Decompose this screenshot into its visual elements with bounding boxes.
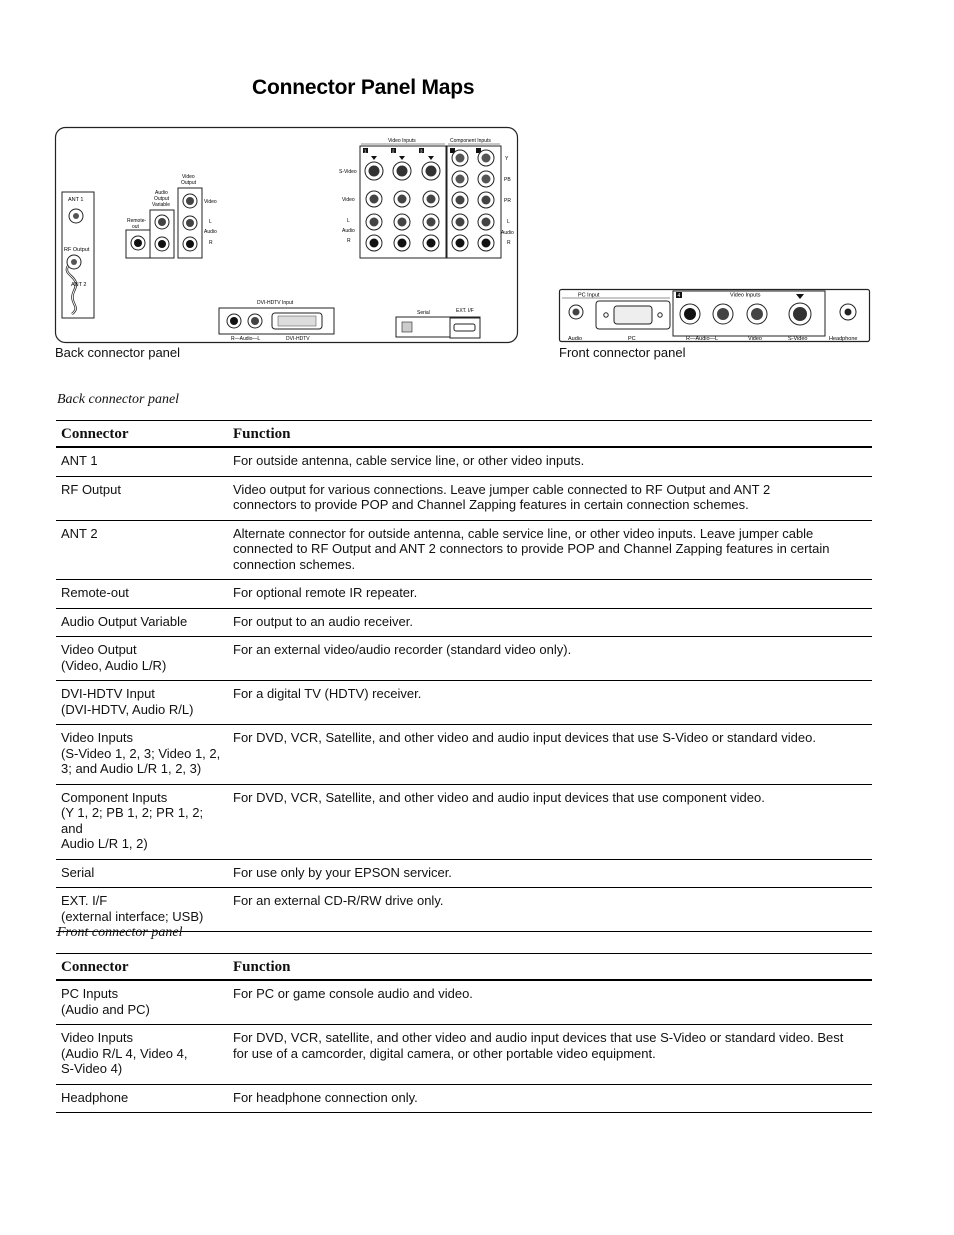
- label-video-out-2: Output: [181, 180, 197, 186]
- connector-cell: PC Inputs (Audio and PC): [56, 980, 228, 1025]
- function-cell: For optional remote IR repeater.: [228, 580, 872, 609]
- page-title: Connector Panel Maps: [252, 76, 475, 99]
- table-row: [56, 608, 872, 637]
- label-n3: 3: [420, 148, 423, 154]
- label-serial: Serial: [417, 310, 430, 316]
- connector-cell: Component Inputs (Y 1, 2; PB 1, 2; PR 1, 2; and Audio L/R 1, 2): [56, 784, 228, 859]
- label-y: Y: [505, 156, 509, 162]
- function-cell: For outside antenna, cable service line, or other video inputs.: [228, 447, 872, 476]
- back-panel-diagram: [54, 126, 520, 346]
- label-video-out-1: Video: [182, 174, 195, 180]
- front-connector-table: [56, 953, 872, 1113]
- function-cell: For use only by your EPSON servicer.: [228, 859, 872, 888]
- back-panel-figure: [54, 126, 520, 346]
- label-n4: 4: [677, 293, 681, 299]
- table-row: [56, 859, 872, 888]
- table-row: [56, 784, 872, 859]
- label-audio3: Audio: [501, 230, 514, 236]
- label-audio2: Audio: [342, 228, 355, 234]
- label-svideo-front: S-Video: [788, 336, 808, 342]
- label-dvi-input: DVI-HDTV Input: [257, 300, 294, 306]
- connector-cell: Video Inputs (S-Video 1, 2, 3; Video 1, 2, 3; and Audio L/R 1, 2, 3): [56, 725, 228, 785]
- label-pc-input: PC Input: [578, 292, 600, 299]
- function-cell: Alternate connector for outside antenna, cable service line, or other video inputs. Leave jumper cable connected to RF Output and ANT 2 connectors to provide POP and Channel Zapping features in certain connection schemes.: [228, 520, 872, 580]
- table-row: [56, 476, 872, 520]
- label-audio: Audio: [568, 336, 583, 342]
- label-video-inputs-front: Video Inputs: [730, 292, 761, 299]
- table-row: [56, 447, 872, 476]
- connector-cell: Video Output (Video, Audio L/R): [56, 637, 228, 681]
- label-r: R: [209, 240, 213, 246]
- label-video: Video: [204, 199, 217, 205]
- label-component-inputs: Component Inputs: [450, 138, 491, 144]
- label-svideo: S-Video: [339, 169, 357, 175]
- label-r2: R: [347, 238, 351, 244]
- connector-cell: EXT. I/F (external interface; USB): [56, 888, 228, 932]
- label-ant2: ANT 2: [71, 282, 87, 288]
- label-pb: PB: [504, 177, 511, 183]
- label-ant1: ANT 1: [68, 197, 84, 203]
- connector-cell: Serial: [56, 859, 228, 888]
- label-dvi-hdtv: DVI-HDTV: [286, 336, 310, 342]
- table-row: [56, 681, 872, 725]
- function-cell: For DVD, VCR, Satellite, and other video and audio input devices that use component video.: [228, 784, 872, 859]
- front-panel-diagram: [558, 288, 872, 344]
- label-l: L: [209, 219, 212, 225]
- label-rf-output: RF Output: [64, 247, 90, 253]
- table-row: [56, 637, 872, 681]
- label-audio-out-2: Output: [154, 196, 170, 202]
- table-row: [56, 520, 872, 580]
- connector-cell: Headphone: [56, 1084, 228, 1113]
- label-r-audio-l-front: R—Audio—L: [686, 336, 719, 342]
- function-cell: For an external video/audio recorder (standard video only).: [228, 637, 872, 681]
- label-headphone: Headphone: [829, 336, 858, 342]
- label-r-audio-l: R—Audio—L: [231, 336, 261, 342]
- label-r3: R: [507, 240, 511, 246]
- table-row: [56, 580, 872, 609]
- label-ext-if: EXT. I/F: [456, 308, 474, 314]
- label-audio-out-3: Variable: [152, 202, 170, 208]
- label-audio: Audio: [204, 229, 217, 235]
- connector-cell: ANT 1: [56, 447, 228, 476]
- table-row: [56, 725, 872, 785]
- function-cell: For PC or game console audio and video.: [228, 980, 872, 1025]
- connector-cell: Video Inputs (Audio R/L 4, Video 4, S-Video 4): [56, 1025, 228, 1085]
- function-cell: For output to an audio receiver.: [228, 608, 872, 637]
- table-row: [56, 980, 872, 1025]
- label-video-inputs: Video Inputs: [388, 138, 416, 144]
- header-connector: Connector: [56, 954, 228, 981]
- label-pr: PR: [504, 198, 511, 204]
- label-n1: 1: [364, 148, 367, 154]
- front-table-title: Front connector panel: [57, 925, 183, 940]
- header-function: Function: [228, 421, 872, 448]
- table-row: [56, 1025, 872, 1085]
- label-l3: L: [507, 219, 510, 225]
- label-pc: PC: [628, 336, 636, 342]
- label-video-front: Video: [748, 336, 762, 342]
- function-cell: For an external CD-R/RW drive only.: [228, 888, 872, 932]
- label-video2: Video: [342, 197, 355, 203]
- back-connector-table: [56, 420, 872, 932]
- connector-cell: Audio Output Variable: [56, 608, 228, 637]
- label-l2: L: [347, 218, 350, 224]
- label-remote-out-2: out: [132, 224, 139, 230]
- table-header-row: [56, 421, 872, 448]
- header-function: Function: [228, 954, 872, 981]
- function-cell: For DVD, VCR, satellite, and other video and audio input devices that use S-Video or standard video. Best for use of a camcorder, digital camera, or other portable video equipment.: [228, 1025, 872, 1085]
- front-panel-caption: Front connector panel: [559, 345, 686, 360]
- connector-cell: RF Output: [56, 476, 228, 520]
- function-cell: Video output for various connections. Leave jumper cable connected to RF Output and ANT 2 connectors to provide POP and Channel Zapping features in certain connection schemes.: [228, 476, 872, 520]
- label-remote-out-1: Remote-: [127, 218, 147, 224]
- table-header-row: [56, 954, 872, 981]
- connector-cell: DVI-HDTV Input (DVI-HDTV, Audio R/L): [56, 681, 228, 725]
- function-cell: For a digital TV (HDTV) receiver.: [228, 681, 872, 725]
- connector-cell: Remote-out: [56, 580, 228, 609]
- table-row: [56, 1084, 872, 1113]
- front-panel-figure: [558, 288, 872, 344]
- connector-cell: ANT 2: [56, 520, 228, 580]
- function-cell: For DVD, VCR, Satellite, and other video and audio input devices that use S-Video or standard video.: [228, 725, 872, 785]
- back-panel-caption: Back connector panel: [55, 345, 181, 360]
- function-cell: For headphone connection only.: [228, 1084, 872, 1113]
- back-table-title: Back connector panel: [57, 392, 180, 407]
- label-audio-out-1: Audio: [155, 190, 168, 196]
- header-connector: Connector: [56, 421, 228, 448]
- label-n2: 2: [392, 148, 395, 154]
